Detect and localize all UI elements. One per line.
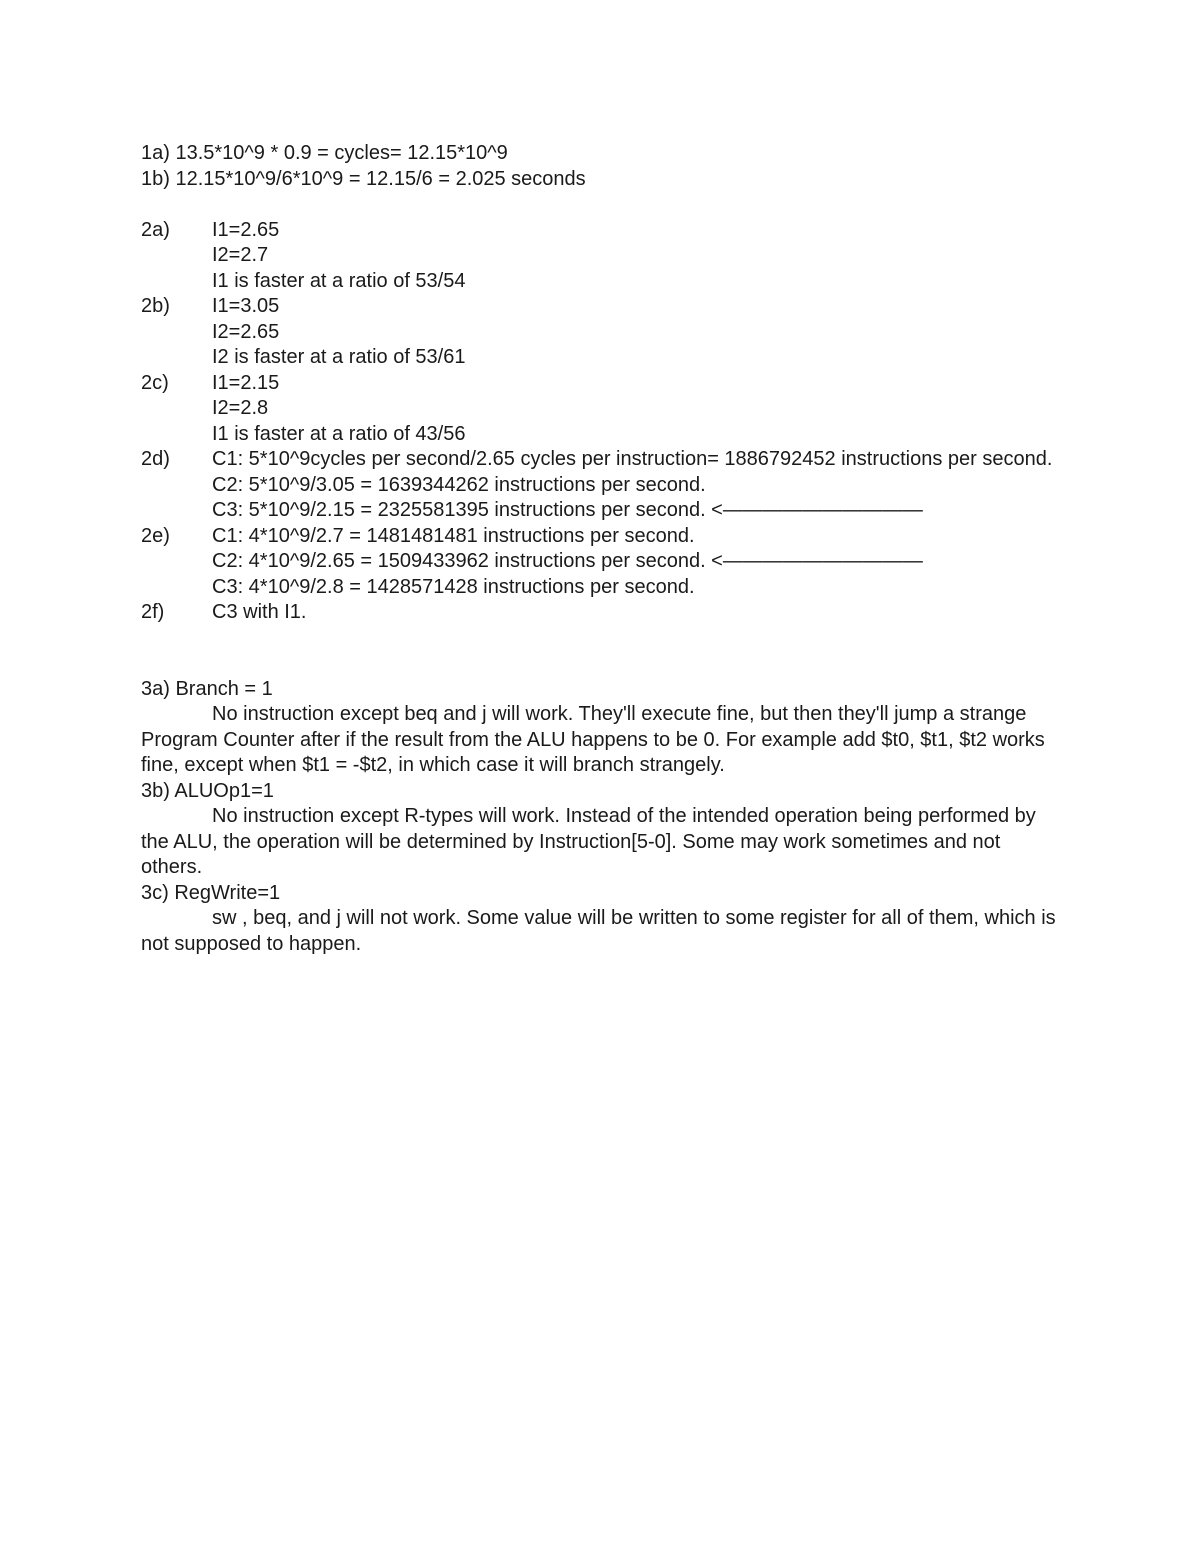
answer-2f-text: C3 with I1. — [212, 601, 307, 623]
answer-3c-heading: 3c) RegWrite=1 — [141, 881, 281, 904]
answer-2d-line1 — [141, 447, 1061, 473]
answer-2e-c2: C2: 4*10^9/2.65 = 1509433962 instructions per second. <—————————— — [212, 550, 923, 572]
answer-2c-label: 2c) — [141, 371, 169, 394]
answer-2a-line1 — [141, 218, 1061, 244]
answer-2d-label: 2d) — [141, 448, 170, 470]
spacer — [141, 192, 1061, 218]
answer-2a-i2: I2=2.7 — [212, 244, 269, 266]
answer-2a-label: 2a) — [141, 218, 170, 241]
answer-2e-line1 — [141, 524, 1061, 550]
answer-2b-conclusion: I2 is faster at a ratio of 53/61 — [212, 346, 466, 368]
answer-2c-conclusion: I1 is faster at a ratio of 43/56 — [212, 422, 466, 445]
spacer — [141, 626, 1061, 677]
answer-3c-body: sw , beq, and j will not work. Some value will be written to some register for all of them, which is not supposed to happen. — [141, 907, 1056, 955]
answer-3b-body: No instruction except R-types will work. Instead of the intended operation being performed by the ALU, the operation will be determined by Instruction[5-0]. Some may work sometimes and not others. — [141, 805, 1036, 878]
answer-3a-body: No instruction except beq and j will work. They'll execute fine, but then they'll jump a strange Program Counter after if the result from the ALU happens to be 0. For example add $t0, $t1, $t2 works fine, except when $t1 = -$t2, in which case it will branch strangely. — [141, 703, 1045, 776]
answer-2b-line1 — [141, 294, 1061, 320]
answer-2b-i1: I1=3.05 — [212, 295, 280, 317]
answer-3a-heading: 3a) Branch = 1 — [141, 677, 273, 700]
answer-2c-i2: I2=2.8 — [212, 397, 269, 419]
answer-2f-line1 — [141, 600, 1061, 626]
answer-2d-c3: C3: 5*10^9/2.15 = 2325581395 instructions per second. <—————————— — [212, 499, 923, 521]
answer-1b: 1b) 12.15*10^9/6*10^9 = 12.15/6 = 2.025 seconds — [141, 167, 586, 190]
answer-2b-label: 2b) — [141, 295, 170, 317]
answer-2d-c2: C2: 5*10^9/3.05 = 1639344262 instructions per second. — [212, 473, 706, 496]
answer-3b-heading: 3b) ALUOp1=1 — [141, 779, 274, 802]
answer-2e-c1: C1: 4*10^9/2.7 = 1481481481 instructions per second. — [212, 524, 695, 547]
answer-2a-conclusion: I1 is faster at a ratio of 53/54 — [212, 269, 466, 292]
answer-2c-line1 — [141, 371, 1061, 397]
answer-2d-c1: C1: 5*10^9cycles per second/2.65 cycles per instruction= 1886792452 instructions per second. — [212, 448, 1053, 470]
answer-2a-i1: I1=2.65 — [212, 218, 280, 241]
answer-2c-i1: I1=2.15 — [212, 371, 280, 394]
answer-2e-label: 2e) — [141, 524, 170, 547]
document-page — [141, 141, 1061, 957]
answer-2e-c3: C3: 4*10^9/2.8 = 1428571428 instructions per second. — [212, 575, 695, 598]
answer-2b-i2: I2=2.65 — [212, 320, 280, 343]
answer-1a: 1a) 13.5*10^9 * 0.9 = cycles= 12.15*10^9 — [141, 142, 508, 164]
answer-2f-label: 2f) — [141, 601, 165, 623]
